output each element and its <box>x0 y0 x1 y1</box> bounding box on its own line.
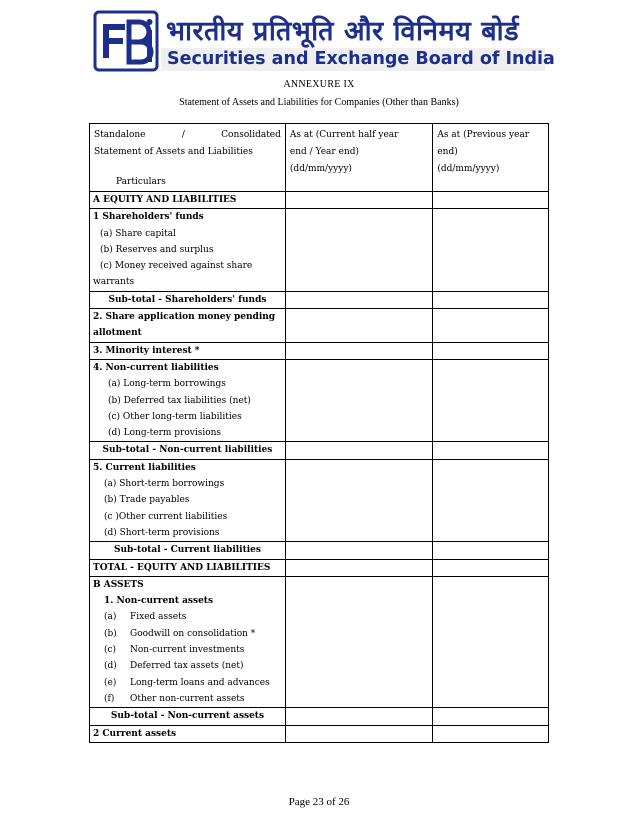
value-cell <box>433 291 549 308</box>
value-cell <box>285 576 432 707</box>
value-cell <box>285 209 432 291</box>
value-cell <box>285 542 432 559</box>
header-previous-line2: end) <box>437 147 458 157</box>
row-total-equity-liabilities: TOTAL - EQUITY AND LIABILITIES <box>93 562 271 573</box>
row-equity-liabilities-heading: A EQUITY AND LIABILITIES <box>93 195 237 205</box>
table-header-row <box>90 124 549 192</box>
value-cell <box>433 342 549 359</box>
row-goodwill: (b) Goodwill on consolidation * <box>104 628 256 639</box>
annexure-label: ANNEXURE IX <box>283 79 355 90</box>
org-name-hindi: भारतीय प्रतिभूति और विनिमय बोर्ड <box>166 16 520 47</box>
table-row <box>90 708 549 725</box>
sebi-emblem-icon <box>93 10 159 72</box>
header-particulars: Particulars <box>116 177 166 187</box>
row-money-received-cont: warrants <box>93 277 135 288</box>
header-previous-period-cell <box>433 124 549 192</box>
value-cell <box>285 559 432 576</box>
value-cell <box>285 291 432 308</box>
value-cell <box>433 209 549 291</box>
value-cell <box>433 576 549 707</box>
row-subtotal-current-liabilities: Sub-total - Current liabilities <box>113 545 261 556</box>
value-cell <box>285 442 432 459</box>
header-previous-date-format: (dd/mm/yyyy) <box>437 164 500 174</box>
row-share-capital: (a) Share capital <box>100 228 176 239</box>
value-cell <box>433 459 549 541</box>
row-non-current-liabilities: 4. Non-current liabilities <box>93 362 219 373</box>
table-row <box>90 209 549 291</box>
table-row <box>90 459 549 541</box>
value-cell <box>433 559 549 576</box>
row-reserves-surplus: (b) Reserves and surplus <box>100 244 214 255</box>
row-minority-interest: 3. Minority interest * <box>93 345 200 356</box>
value-cell <box>433 725 549 742</box>
header-current-line1: As at (Current half year <box>289 130 399 140</box>
row-non-current-assets: 1. Non-current assets <box>104 596 214 607</box>
header-standalone: Standalone <box>94 130 146 140</box>
row-deferred-tax-liabilities: (b) Deferred tax liabilities (net) <box>108 395 251 406</box>
page-number: Page 23 of 26 <box>288 796 350 808</box>
row-other-non-current-assets: (f) Other non-current assets <box>104 693 245 704</box>
org-name-english: Securities and Exchange Board of India <box>161 48 545 71</box>
value-cell <box>285 359 432 441</box>
row-subtotal-shareholders: Sub-total - Shareholders' funds <box>108 294 267 305</box>
row-other-long-term-liabilities: (c) Other long-term liabilities <box>108 411 242 422</box>
table-row <box>90 192 549 209</box>
value-cell <box>433 192 549 209</box>
row-current-assets: 2 Current assets <box>93 728 177 739</box>
header-statement-label: Statement of Assets and Liabilities <box>94 147 253 157</box>
row-long-term-borrowings: (a) Long-term borrowings <box>108 379 226 390</box>
row-short-term-borrowings: (a) Short-term borrowings <box>104 479 225 490</box>
header-particulars-cell <box>90 124 286 192</box>
value-cell <box>433 542 549 559</box>
table-row <box>90 725 549 742</box>
value-cell <box>285 342 432 359</box>
table-row <box>90 542 549 559</box>
header-previous-line1: As at (Previous year <box>437 130 530 140</box>
table-row <box>90 576 549 707</box>
row-fixed-assets: (a) Fixed assets <box>104 612 187 623</box>
value-cell <box>285 725 432 742</box>
row-non-current-investments: (c) Non-current investments <box>104 645 245 656</box>
table-row <box>90 559 549 576</box>
header-slash: / <box>181 130 185 140</box>
table-row <box>90 359 549 441</box>
value-cell <box>285 708 432 725</box>
row-deferred-tax-assets: (d) Deferred tax assets (net) <box>104 661 244 672</box>
header-current-date-format: (dd/mm/yyyy) <box>289 164 352 174</box>
row-share-application-cont: allotment <box>93 328 142 339</box>
row-assets-heading: B ASSETS <box>93 579 144 590</box>
row-short-term-provisions: (d) Short-term provisions <box>104 527 220 538</box>
value-cell <box>433 359 549 441</box>
value-cell <box>285 459 432 541</box>
row-other-current-liabilities: (c )Other current liabilities <box>104 511 228 522</box>
row-shareholders-funds: 1 Shareholders' funds <box>93 212 204 223</box>
value-cell <box>285 192 432 209</box>
statement-table <box>89 123 549 743</box>
row-long-term-loans: (e) Long-term loans and advances <box>104 677 270 688</box>
row-long-term-provisions: (d) Long-term provisions <box>108 428 222 439</box>
table-row <box>90 291 549 308</box>
header-current-period-cell <box>285 124 432 192</box>
row-share-application: 2. Share application money pending <box>93 312 276 323</box>
value-cell <box>433 309 549 343</box>
table-row <box>90 342 549 359</box>
row-subtotal-non-current-assets: Sub-total - Non-current assets <box>110 711 265 722</box>
row-trade-payables: (b) Trade payables <box>104 495 190 506</box>
sebi-logo <box>93 8 555 74</box>
table-row <box>90 309 549 343</box>
header-consolidated: Consolidated <box>221 130 281 140</box>
value-cell <box>433 708 549 725</box>
row-current-liabilities: 5. Current liabilities <box>93 462 196 473</box>
statement-title: Statement of Assets and Liabilities for Companies (Other than Banks) <box>179 97 459 108</box>
row-money-received: (c) Money received against share <box>100 261 253 272</box>
value-cell <box>285 309 432 343</box>
table-row <box>90 442 549 459</box>
header-current-line2: end / Year end) <box>289 147 359 157</box>
value-cell <box>433 442 549 459</box>
row-subtotal-non-current-liabilities: Sub-total - Non-current liabilities <box>102 445 273 456</box>
